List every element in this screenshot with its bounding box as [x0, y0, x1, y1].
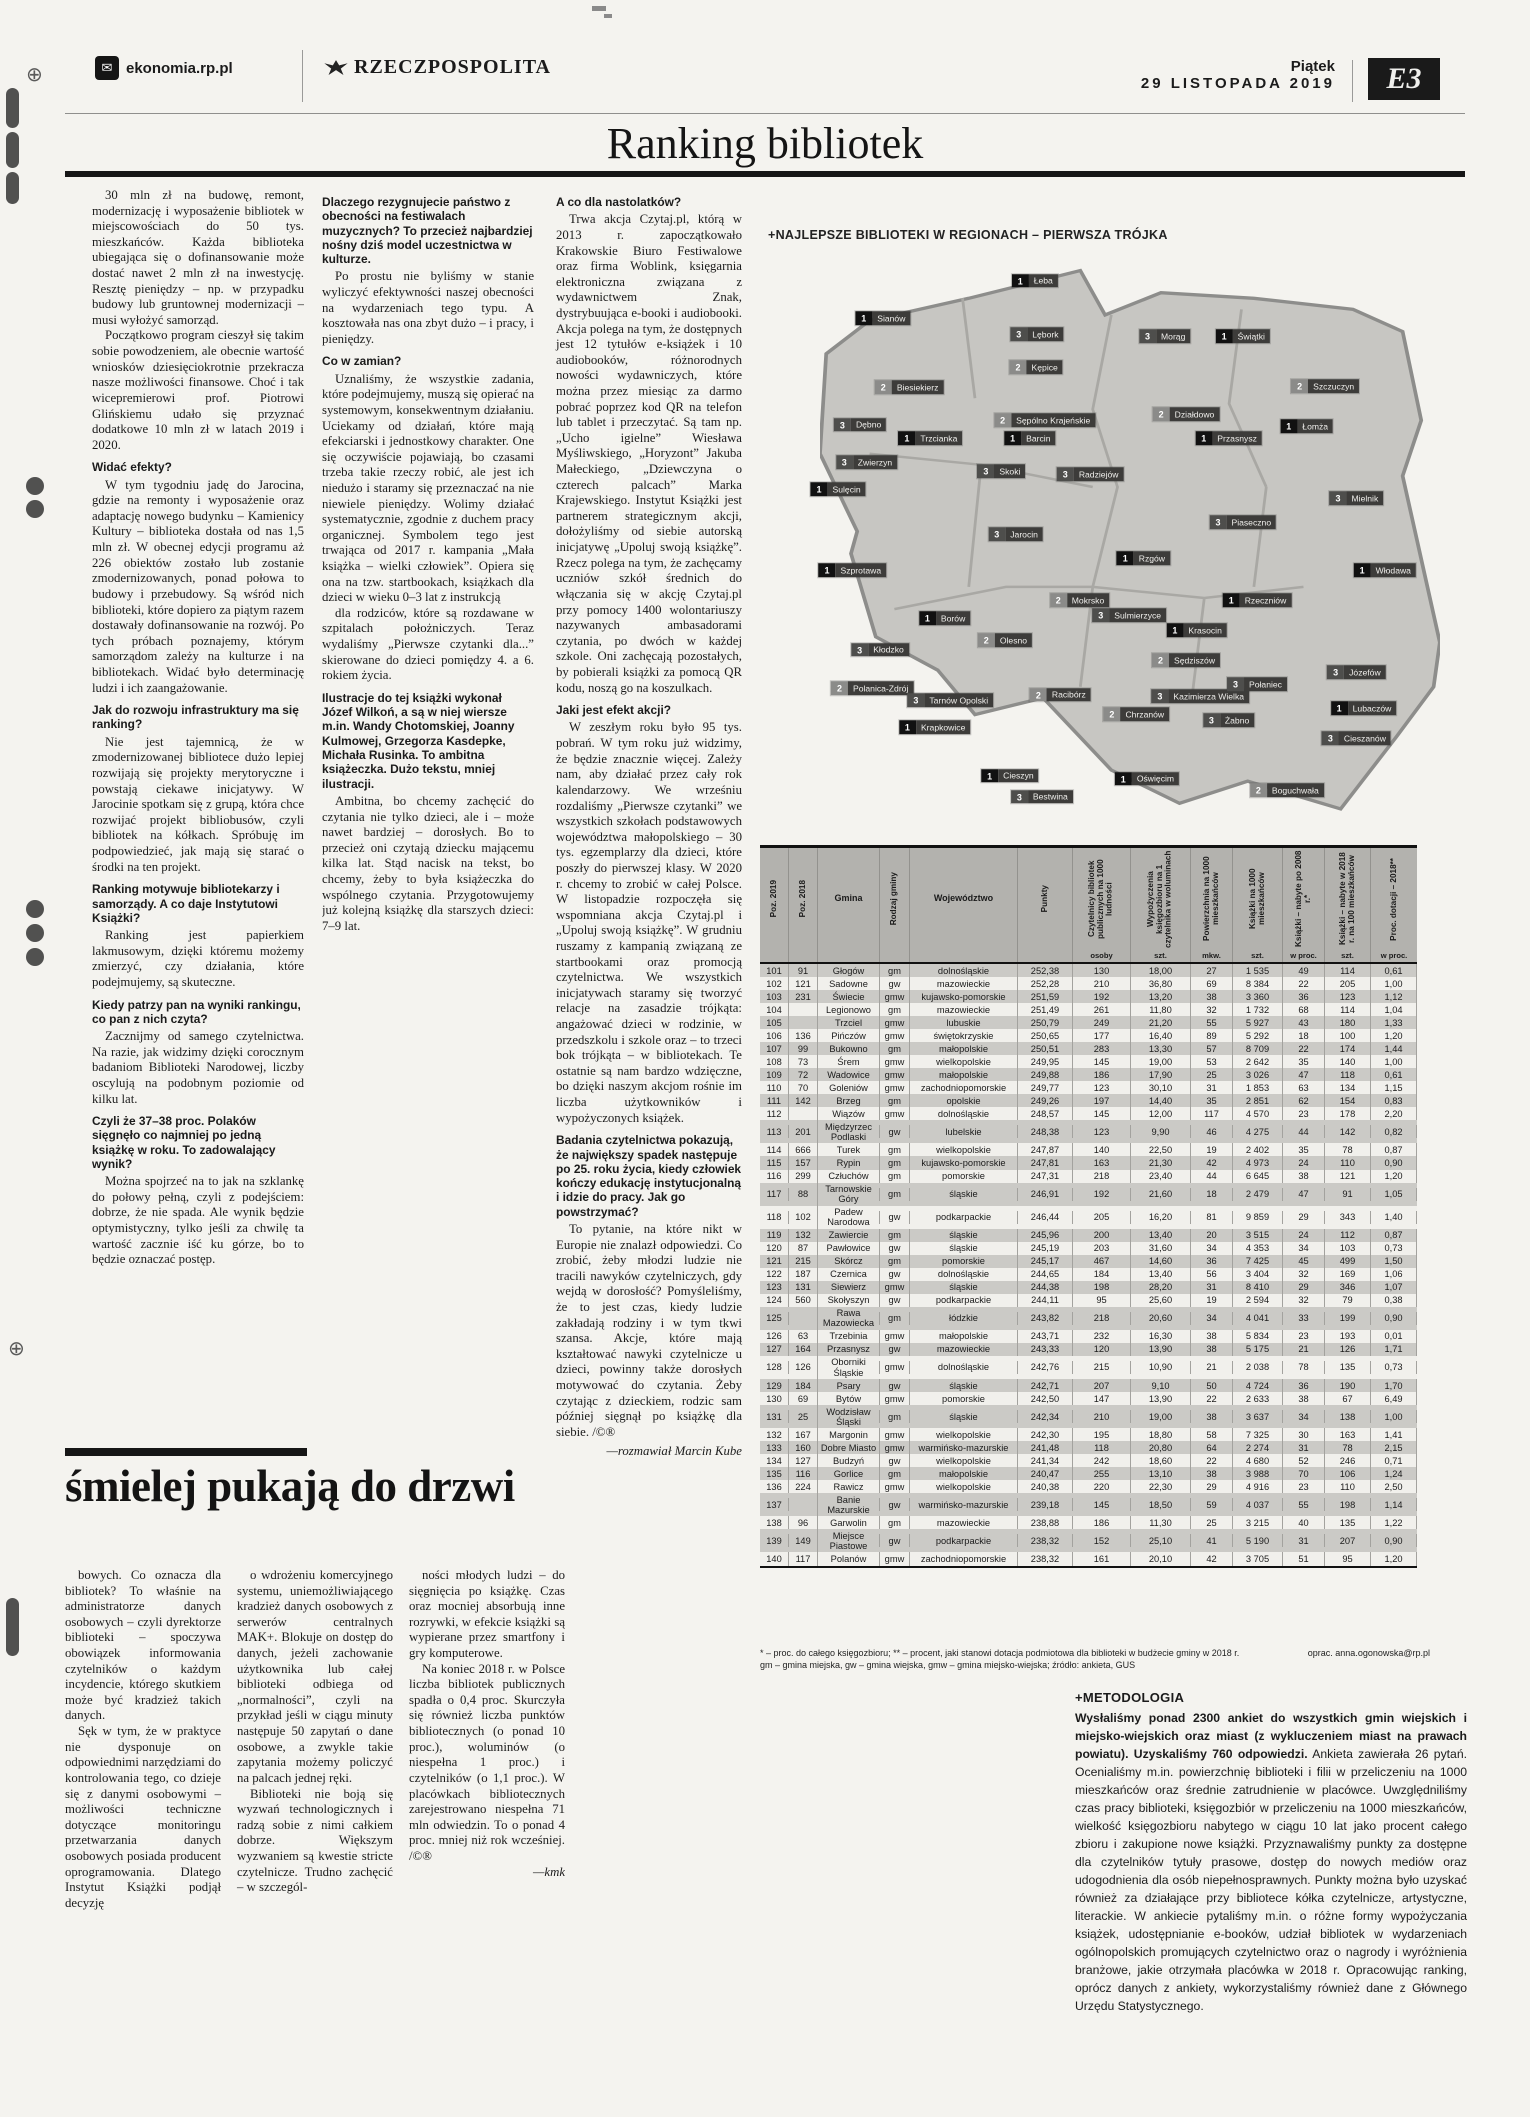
- map-marker: [994, 413, 1095, 427]
- page-number-badge: E3: [1368, 58, 1440, 100]
- city-label: Połaniec: [1244, 677, 1287, 691]
- city-label: Trzcianka: [915, 431, 962, 445]
- rank-badge: 3: [1227, 677, 1244, 691]
- city-label: Łeba: [1029, 274, 1058, 288]
- rank-badge: 2: [1250, 783, 1267, 797]
- article2-rule: [65, 1448, 307, 1456]
- map-marker: [855, 311, 910, 325]
- rank-badge: 2: [1010, 360, 1027, 374]
- table-row: 124 560 Skołyszyn gw podkarpackie 244,11 95 25,60 19 2 594 32 79 0,38: [760, 1294, 1417, 1307]
- city-label: Żabno: [1220, 713, 1254, 727]
- table-row: 126 63 Trzebinia gmw małopolskie 243,71 232 16,30 38 5 834 23 193 0,01: [760, 1330, 1417, 1343]
- article-paragraph: W tym tygodniu jadę do Jarocina, gdzie na remonty i wyposażenie oraz adaptację nowego budynku – Kamienicy Kultury – biblioteka dostała od nas 1,5 mln zł. W obecnej edycji programu aż 226 obiektów zostało lub zostanie zmodernizowanych, ponad połowa to budowy i przebudowy. Są wśród nich biblioteki, które dopiero za piątym razem dostawały dofinansowanie na rozwój. Po tych próbach poznajemy, którym samorządom zależy na kulturze i na bibliotekach. Widać było determinację ludzi i ich zaangażowanie.: [92, 477, 304, 695]
- map-marker: [1050, 593, 1109, 607]
- table-row: 122 187 Czernica gw dolnośląskie 244,65 184 13,40 56 3 404 32 169 1,06: [760, 1268, 1417, 1281]
- city-label: Biesiekierz: [892, 380, 944, 394]
- scan-ink-dot: [26, 900, 44, 918]
- article-paragraph: Jak do rozwoju infrastruktury ma się ranking?: [92, 703, 299, 732]
- city-label: Morąg: [1156, 329, 1190, 343]
- rank-badge: 1: [919, 611, 936, 625]
- city-label: Kłodzko: [868, 643, 909, 657]
- map-marker: [977, 464, 1025, 478]
- registration-mark: ⊕: [8, 1336, 25, 1360]
- map-title: +NAJLEPSZE BIBLIOTEKI W REGIONACH – PIERWSZA TRÓJKA: [768, 228, 1168, 242]
- methodology-body: Ankieta zawierała 26 pytań. Ocenialiśmy m.in. powierzchnię biblioteki i filii w przeliczeniu na 1000 mieszkańców oraz średnie zatrudnienie w placówce. Uwzględniliśmy czas pracy biblioteki, księgozbiór w przeliczeniu na 1000 mieszkańców, wielkość księgozbioru nabytego w ciągu 10 lat jako procent całego zbioru i zakupione nowe książki. Przyznawaliśmy punkty za dostępne dla czytelników tytuły prasowe, dostęp do nowych mediów oraz udogodnienia dla osób niepełnosprawnych. Punkty można było uzyskać również za działające przy bibliotece kółka czytelnicze, artystyczne, literackie. W ankiecie pytaliśmy m.in. o różne formy wypożyczania książek, udostępnianie e-booków, udział bibliotek w wydarzeniach ogólnopolskich promujących czytelnictwo oraz o nagrody i wyróżnienia branżowe, jakie otrzymała placówka w 2018 r. Opracowując ranking, oprócz danych z ankiety, wykorzystaliśmy również dane z Głównego Urzędu Statystycznego.: [1075, 1747, 1467, 2013]
- table-row: 105 Trzciel gmw lubuskie 250,79 249 21,20 55 5 927 43 180 1,33: [760, 1016, 1417, 1029]
- table-row: 131 25 Wodzisław Śląski gm śląskie 242,34 210 19,00 38 3 637 34 138 1,00: [760, 1405, 1417, 1428]
- city-label: Przasnysz: [1212, 431, 1262, 445]
- city-label: Krapkowice: [916, 720, 970, 734]
- map-marker: [1092, 608, 1166, 622]
- map-marker: [1115, 772, 1179, 786]
- map-marker: [1291, 380, 1359, 394]
- table-row: 129 184 Psary gw śląskie 242,71 207 9,10 50 4 724 36 190 1,70: [760, 1379, 1417, 1392]
- city-label: Sulęcin: [828, 482, 866, 496]
- interview-column-3: [556, 188, 742, 1459]
- map-marker: [1152, 653, 1220, 667]
- city-label: Sianów: [872, 311, 910, 325]
- scan-ink-dot: [26, 477, 44, 495]
- city-label: Józefów: [1344, 665, 1386, 679]
- masthead-name: RZECZPOSPOLITA: [354, 56, 551, 78]
- table-row: 115 157 Rypin gm kujawsko-pomorskie 247,81 163 21,30 42 4 973 24 110 0,90: [760, 1156, 1417, 1169]
- rank-badge: 1: [1115, 772, 1132, 786]
- map-marker: [907, 693, 993, 707]
- methodology-box: [1075, 1690, 1467, 2015]
- scan-ink-mark: [6, 172, 19, 204]
- city-label: Kępice: [1027, 360, 1063, 374]
- column-header: Wypożyczenia księgozbioru na 1 czytelnika w woluminach: [1130, 848, 1190, 950]
- article-paragraph: Ilustracje do tej książki wykonał Józef Wilkoń, a są w niej wiersze m.in. Wandy Chotomskiej, Joanny Kulmowej, Grzegorza Kasdepke, Michała Rusinka. To ambitna książeczka. Dużo tekstu, mniej ilustracji.: [322, 690, 515, 791]
- article2-columns: [65, 1568, 565, 2086]
- city-label: Cieszanów: [1339, 731, 1391, 745]
- table-row: 123 131 Siewierz gmw śląskie 244,38 198 28,20 31 8 410 29 346 1,07: [760, 1281, 1417, 1294]
- interview-column-2: [322, 188, 534, 1445]
- rank-badge: 3: [1203, 713, 1220, 727]
- city-label: Sędziszów: [1169, 653, 1220, 667]
- article-paragraph: Kiedy patrzy pan na wyniki rankingu, co pan z nich czyta?: [92, 997, 301, 1026]
- city-label: Olesno: [995, 633, 1032, 647]
- table-units-row: osoby szt. mkw. szt. w proc. szt. w proc.: [760, 950, 1417, 964]
- rank-badge: 2: [1103, 707, 1120, 721]
- map-marker: [1010, 327, 1063, 341]
- table-row: 139 149 Miejsce Piastowe gw podkarpackie 238,32 152 25,10 41 5 190 31 207 0,90: [760, 1529, 1417, 1552]
- article-paragraph: Można spojrzeć na to jak na szklankę do połowy pełną, czyli z podejściem: dobrze, że nie spada. Ale wynik będzie optymistyczny, tylko jeśli za chwilę ta wartość zacznie iść ku górze, bo to będzie oznaczać postęp.: [92, 1174, 304, 1267]
- article-paragraph: Uznaliśmy, że wszystkie zadania, które podejmujemy, muszą się opierać na systemowym, konsekwentnym działaniu. Uciekamy od działań, które mają efekciarski i jednostkowy charakter. One się oczywiście pojawiają, bo czasami trzeba takie rzeczy robić, ale jest ich niedużo i staramy się przeznaczać na nie niewiele pieniędzy. Wolimy działać systematycznie, zgodnie z duchem pracy organicznej. Symbolem tego jest trwająca od 2017 r. kampania „Mała książka – wielki człowiek”. Opiera się ona na tzw. startbookach, książkach dla dzieci w wieku 0–3 lat z instrukcją: [322, 371, 534, 605]
- map-marker: [831, 681, 913, 695]
- article-paragraph: Badania czytelnictwa pokazują, że największy spadek następuje po 25. roku życia, kiedy człowiek kończy edukację instytucjonalną i idzie do pracy. Jak go powstrzymać?: [556, 1133, 742, 1219]
- map-marker: [1195, 431, 1262, 445]
- city-label: Radziejów: [1074, 467, 1124, 481]
- article2-headline: śmielej pukają do drzwi: [65, 1461, 515, 1511]
- table-row: 101 91 Głogów gm dolnośląskie 252,38 130 18,00 27 1 535 49 114 0,61: [760, 964, 1417, 977]
- rank-badge: 1: [1331, 701, 1348, 715]
- article-paragraph: Sęk w tym, że w praktyce nie dysponuje on odpowiednimi narzędziami do kontrolowania tego, co dzieje się z danymi osobowymi – możliwości techniczne dotyczące monitoringu przetwarzania danych osobowych posiada producent oprogramowania. Dlatego Instytut Książki podjął decyzję: [65, 1724, 221, 1910]
- page-title: Ranking bibliotek: [606, 119, 924, 168]
- map-marker: [1011, 790, 1073, 804]
- masthead: [65, 48, 1465, 112]
- rank-badge: 3: [1010, 327, 1027, 341]
- map-marker: [899, 720, 970, 734]
- table-row: 110 70 Goleniów gmw zachodniopomorskie 249,77 123 30,10 31 1 853 63 134 1,15: [760, 1081, 1417, 1094]
- city-label: Barcin: [1021, 431, 1055, 445]
- article-paragraph: Dlaczego rezygnujecie państwo z obecności na festiwalach muzycznych? To przecież najbardziej nośny dziś model uczestnictwa w kulturze.: [322, 195, 533, 267]
- rank-badge: 1: [981, 769, 998, 783]
- map-marker: [1327, 665, 1386, 679]
- column-header: Książki na 1000 mieszkańców: [1232, 848, 1282, 950]
- city-label: Włodawa: [1371, 563, 1416, 577]
- map-marker: [898, 431, 962, 445]
- scan-ink-dot: [26, 948, 44, 966]
- map-marker: [1151, 689, 1249, 703]
- article-paragraph: ności młodych ludzi – do sięgnięcia po książkę. Czas oraz mocniej absorbują inne rozrywki, w efekcie książki są wypierane przez smartfony i gry komputerowe.: [409, 1568, 565, 1661]
- article-paragraph: To pytanie, na które nikt w Europie nie znalazł odpowiedzi. Co zrobić, żeby młodzi ludzie nie tracili nawyków czytelniczych, gdy wejdą w dorosłość? Pomyśleliśmy, że to jest czas, kiedy ludzie zakładają rodziny i w tym tkwi szansa. Akcje, które mają kształtować nawyki czytelnicze u dzieci, powinny także dorosłych motywować do czytania. Żeby czytając z dzieckiem, rodzic sam później sięgnął po książkę dla siebie. /©®: [556, 1221, 742, 1439]
- rank-badge: 1: [1012, 274, 1029, 288]
- article-paragraph: Jaki jest efekt akcji?: [556, 703, 672, 718]
- article-paragraph: dla rodziców, które są rozdawane w szpitalach położniczych. Teraz wydaliśmy „Pierwsze czytanki dla...” skierowane do dzieci pomiędzy 4. a 6. rokiem życia.: [322, 605, 534, 683]
- divider: [302, 50, 303, 102]
- registration-mark: ⊕: [26, 62, 43, 86]
- map-marker: [1227, 677, 1287, 691]
- city-label: Tarnów Opolski: [924, 693, 993, 707]
- map-marker: [851, 643, 909, 657]
- rank-badge: 1: [1195, 431, 1212, 445]
- rank-badge: 3: [1327, 665, 1344, 679]
- footnote-line: * – proc. do całego księgozbioru; ** – procent, jaki stanowi dotacja podmiotowa dla biblioteki w budżecie gminy w 2018 r.: [760, 1648, 1240, 1658]
- title-rule: [65, 171, 1465, 177]
- ranking-table: [760, 845, 1417, 1568]
- table-header: [760, 845, 1417, 950]
- column-header: Książki – nabyte w 2018 r. na 100 mieszkańców: [1324, 848, 1370, 950]
- methodology-title: +METODOLOGIA: [1075, 1690, 1185, 1705]
- rank-badge: 3: [834, 418, 851, 432]
- city-label: Boguchwała: [1267, 783, 1324, 797]
- city-label: Szczuczyn: [1308, 380, 1359, 394]
- interview-column-1: [92, 188, 304, 1445]
- table-row: 104 Legionowo gm mazowieckie 251,49 261 11,80 32 1 732 68 114 1,04: [760, 1003, 1417, 1016]
- table-row: 134 127 Budzyń gw wielkopolskie 241,34 242 18,60 22 4 680 52 246 0,71: [760, 1454, 1417, 1467]
- rank-badge: 2: [831, 681, 848, 695]
- city-label: Jarocin: [1005, 527, 1043, 541]
- map-marker: [1166, 623, 1226, 637]
- article-paragraph: Widać efekty?: [92, 460, 172, 475]
- map-marker: [919, 611, 970, 625]
- scan-ink-dot: [26, 500, 44, 518]
- table-row: 111 142 Brzeg gm opolskie 249,26 197 14,40 35 2 851 62 154 0,83: [760, 1094, 1417, 1107]
- map-marker: [1030, 688, 1091, 702]
- table-row: 113 201 Międzyrzec Podlaski gw lubelskie 248,38 123 9,90 46 4 275 44 142 0,82: [760, 1120, 1417, 1143]
- article-paragraph: A co dla nastolatków?: [556, 195, 682, 209]
- table-row: 117 88 Tarnowskie Góry gm śląskie 246,91 192 21,60 18 2 479 47 91 1,05: [760, 1183, 1417, 1206]
- rank-badge: 3: [851, 643, 868, 657]
- article-paragraph: —rozmawiał Marcin Kube: [606, 1443, 742, 1458]
- column-header: Punkty: [1017, 848, 1072, 950]
- table-row: 136 224 Rawicz gmw wielkopolskie 240,38 220 22,30 29 4 916 23 110 2,50: [760, 1480, 1417, 1493]
- article-paragraph: Trwa akcja Czytaj.pl, którą w 2013 r. zapoczątkowało Krakowskie Biuro Festiwalowe oraz firma Woblink, księgarnia elektroniczna związana z wydawnictwem Znak, dystrybuująca e-booki i audiobooki. Akcja polega na tym, że dostępnych jest 12 tytułów e-książek i 10 audiobooków, różnorodnych nowości wydawniczych, które można przez miesiąc za darmo pobrać poprzez kod QR na telefon lub tablet i przeczytać. Są tam np. „Ucho igielne” Wiesława Myśliwskiego, „Horyzont” Jakuba Małeckiego, „Dziewczyna o czterech palcach” Marka Krajewskiego. Instytut Książki jest partnerem strategicznym akcji, dołożyliśmy od siebie autorską inicjatywę „Upoluj swoją książkę”. Rzecz polega na tym, że zachęcamy uczniów szkół średnich do włączania się w akcję Czytaj.pl przy pomocy 1400 wolontariuszy nazywanych ambasadorami czytania, po dwóch w każdej szkole. Oni zachęcają pozostałych, by pobierali książki za pomocą QR kodu, noszą go na koszulkach.: [556, 212, 742, 695]
- rank-badge: 2: [1152, 653, 1169, 667]
- divider: [1352, 60, 1353, 102]
- article-paragraph: Ranking jest papierkiem lakmusowym, dzięki któremu możemy zmierzyć, czy działania, które podejmujemy, są skuteczne.: [92, 928, 304, 989]
- city-label: Świątki: [1233, 329, 1270, 343]
- city-label: Bestwina: [1028, 790, 1073, 804]
- city-label: Dębno: [851, 418, 886, 432]
- table-row: 138 96 Garwolin gm mazowieckie 238,88 186 11,30 25 3 215 40 135 1,22: [760, 1516, 1417, 1529]
- column-header: Poz. 2018: [788, 848, 817, 950]
- rank-badge: 1: [855, 311, 872, 325]
- table-row: 140 117 Polanów gmw zachodniopomorskie 238,32 161 20,10 42 3 705 51 95 1,20: [760, 1552, 1417, 1565]
- rank-badge: 3: [988, 527, 1005, 541]
- table-row: 109 72 Wadowice gmw małopolskie 249,88 186 17,90 25 3 026 47 118 0,61: [760, 1068, 1417, 1081]
- table-row: 114 666 Turek gm wielkopolskie 247,87 140 22,50 19 2 402 35 78 0,87: [760, 1143, 1417, 1156]
- table-row: 137 Banie Mazurskie gw warmińsko-mazurskie 239,18 145 18,50 59 4 037 55 198 1,14: [760, 1493, 1417, 1516]
- date-block: [1141, 58, 1335, 92]
- table-row: 103 231 Świecie gmw kujawsko-pomorskie 251,59 192 13,20 38 3 360 36 123 1,12: [760, 990, 1417, 1003]
- table-row: 118 102 Padew Narodowa gw podkarpackie 246,44 205 16,20 81 9 859 29 343 1,40: [760, 1206, 1417, 1229]
- column-header: Powierzchnia na 1000 mieszkańców: [1190, 848, 1232, 950]
- city-label: Piaseczno: [1226, 515, 1276, 529]
- column-header: Poz. 2019: [768, 880, 778, 918]
- table-row: 132 167 Margonin gmw wielkopolskie 242,30 195 18,80 58 7 325 30 163 1,41: [760, 1428, 1417, 1441]
- table-row: 107 99 Bukowno gm małopolskie 250,51 283 13,30 57 8 709 22 174 1,44: [760, 1042, 1417, 1055]
- city-label: Oświęcim: [1132, 772, 1179, 786]
- rank-badge: 1: [1354, 563, 1371, 577]
- table-row: 108 73 Śrem gmw wielkopolskie 249,95 145 19,00 53 2 642 35 140 1,00: [760, 1055, 1417, 1068]
- map-marker: [1139, 329, 1190, 343]
- rank-badge: 2: [1153, 407, 1170, 421]
- article-paragraph: Biblioteki nie boją się wyzwań technologicznych i radzą sobie z nimi całkiem dobrze. Większym wyzwaniem są kwestie stricte czytelnicze. Trudno zachęcić – w szczegól-: [237, 1786, 393, 1895]
- date: 29 LISTOPADA 2019: [1140, 75, 1335, 92]
- rank-badge: 2: [875, 380, 892, 394]
- rank-badge: 1: [818, 563, 835, 577]
- table-row: 120 87 Pawłowice gw śląskie 245,19 203 31,60 34 4 353 34 103 0,73: [760, 1242, 1417, 1255]
- map-marker: [1057, 467, 1124, 481]
- scan-speck: [604, 14, 612, 18]
- city-label: Mielnik: [1347, 491, 1384, 505]
- table-row: 128 126 Oborniki Śląskie gmw dolnośląskie 242,76 215 10,90 21 2 038 78 135 0,73: [760, 1356, 1417, 1379]
- map-marker: [1330, 491, 1384, 505]
- article-paragraph: 30 mln zł na budowę, remont, modernizację i wyposażenie bibliotek w miejscowościach do 50 tys. mieszkańców. Każda biblioteka ubiegająca się o dofinansowanie może dostać nawet 2 mln zł na inwestycję. Resztę pieniędzy – np. w przypadku budowy lub gruntownej modernizacji – musi wyłożyć samorząd.: [92, 188, 304, 327]
- article-paragraph: —kmk: [533, 1864, 565, 1879]
- city-label: Rzeczniów: [1240, 593, 1292, 607]
- city-label: Skoki: [994, 464, 1025, 478]
- article-paragraph: Co w zamian?: [322, 354, 402, 369]
- rank-badge: 1: [1280, 419, 1297, 433]
- map-marker: [875, 380, 944, 394]
- rank-badge: 3: [1011, 790, 1028, 804]
- article-paragraph: Czyli że 37–38 proc. Polaków sięgnęło co najmniej po jedną książkę w roku. To zadowalający wynik?: [92, 1114, 276, 1171]
- table-row: 121 215 Skórcz gm pomorskie 245,17 467 14,60 36 7 425 45 499 1,50: [760, 1255, 1417, 1268]
- article-paragraph: W zeszłym roku było 95 tys. pobrań. W tym roku już widzimy, że będzie znacznie więcej. Zależy nam, aby działać przez cały rok kalendarzowy. We wrześniu rozdaliśmy „Pierwsze czytanki” we wszystkich szkołach podstawowych województwa małopolskiego – 30 tys. egzemplarzy dla dzieci, które poszły do pierwszej klasy. W 2020 r. chcemy to zrobić w całej Polsce. W listopadzie rozpoczęła się wspomniana akcja Czytaj.pl i „Upoluj swoją książkę”. W grudniu ruszamy z kampanią związaną ze startbookami oraz promocją czytelnictwa. We wszystkich inicjatywach staramy się tworzyć relacje na zasadzie trójkąta: angażować dzieci w rodzinie, w przedszkolu i szkole oraz – to trzeci bok trójkąta – w bibliotekach. Te ostatnie są nam bardzo wdzięczne, bo dzięki naszym akcjom rośnie im liczba użytkowników i wypożyczonych książek.: [556, 720, 742, 1125]
- rank-badge: 3: [907, 693, 924, 707]
- rank-badge: 3: [1330, 491, 1347, 505]
- rank-badge: 1: [811, 482, 828, 496]
- rank-badge: 1: [1216, 329, 1233, 343]
- map-marker: [1223, 593, 1292, 607]
- article-paragraph: Nie jest tajemnicą, że w zmodernizowanej bibliotece dużo lepiej rozwijają się projekty merytoryczne i powstają ciekawe inicjatywy. W Jarocinie spotkam się z grupą, która chce rozwijać projekt bibliobusów, czyli bibliotek na kółkach. Spróbuję im podpowiedzieć, jak mają się starać o środki na ten projekt.: [92, 734, 304, 874]
- rank-badge: 1: [1004, 431, 1021, 445]
- map-marker: [978, 633, 1032, 647]
- site-name: ekonomia.rp.pl: [126, 59, 233, 77]
- city-label: Racibórz: [1047, 688, 1091, 702]
- article-paragraph: bowych. Co oznacza dla bibliotek? To właśnie na administratorze danych osobowych – czyli dyrektorze biblioteki – spoczywa obowiązek informowania czytelników o każdym incydencie, którego skutkiem może być kradzież takich danych.: [65, 1568, 221, 1723]
- map-marker: [988, 527, 1043, 541]
- table-row: 106 136 Pińczów gmw świętokrzyskie 250,65 177 16,40 89 5 292 18 100 1,20: [760, 1029, 1417, 1042]
- article-paragraph: Po prostu nie byliśmy w stanie wyliczyć efektywności naszej obecności na wydarzeniach tego typu. A kosztowała nas ona zbyt dużo – i pracy, i pieniędzy.: [322, 269, 534, 346]
- map-marker: [1250, 783, 1324, 797]
- map-marker: [1010, 360, 1063, 374]
- map-marker: [1004, 431, 1055, 445]
- rank-badge: 2: [994, 413, 1011, 427]
- table-row: 133 160 Dobre Miasto gmw warmińsko-mazurskie 241,48 118 20,80 64 2 274 31 78 2,15: [760, 1441, 1417, 1454]
- rank-badge: 3: [1322, 731, 1339, 745]
- weekday: Piątek: [1290, 58, 1335, 75]
- city-label: Cieszyn: [998, 769, 1039, 783]
- table-row: 127 164 Przasnysz gw mazowieckie 243,33 120 13,90 38 5 175 21 126 1,71: [760, 1343, 1417, 1356]
- scan-ink-mark: [6, 88, 19, 128]
- map-marker: [1203, 713, 1254, 727]
- column-header: Czytelnicy bibliotek publicznych na 1000 ludności: [1072, 848, 1130, 950]
- article-paragraph: Początkowo program cieszył się takim sobie powodzeniem, ale obecnie wartość wniosków dziesięciokrotnie przekracza nasze możliwości finansowe. Choć i tak wicepremierowi prof. Piotrowi Glińskiemu udało się przyznać dodatkowe 10 mln zł w latach 2019 i 2020.: [92, 328, 304, 452]
- city-label: Lębork: [1027, 327, 1063, 341]
- scan-ink-mark: [6, 132, 19, 168]
- rank-badge: 3: [1139, 329, 1156, 343]
- rank-badge: 2: [1030, 688, 1047, 702]
- rank-badge: 1: [898, 431, 915, 445]
- table-row: 125 Rawa Mazowiecka gm łódzkie 243,82 218 20,60 34 4 041 33 199 0,90: [760, 1307, 1417, 1330]
- city-label: Mokrsko: [1067, 593, 1109, 607]
- poland-map: [760, 228, 1470, 840]
- map-marker: [1280, 419, 1333, 433]
- map-marker: [1209, 515, 1276, 529]
- city-label: Krasocin: [1183, 623, 1226, 637]
- article-paragraph: Zacznijmy od samego czytelnictwa. Na razie, jak widzimy dzięki corocznym badaniom Biblioteki Narodowej, liczby oscylują na podobnym poziomie od kilku lat.: [92, 1029, 304, 1106]
- map-marker: [834, 418, 886, 432]
- table-row: 119 132 Zawiercie gm śląskie 245,96 200 13,40 20 3 515 24 112 0,87: [760, 1229, 1417, 1242]
- map-marker: [1331, 701, 1397, 715]
- rank-badge: 3: [1057, 467, 1074, 481]
- table-row: 102 121 Sadowne gw mazowieckie 252,28 210 36,80 69 8 384 22 205 1,00: [760, 977, 1417, 990]
- rank-badge: 2: [1050, 593, 1067, 607]
- article-paragraph: Ranking motywuje bibliotekarzy i samorządy. A co daje Instytutowi Książki?: [92, 882, 280, 925]
- footnote-line: gm – gmina miejska, gw – gmina wiejska, gmw – gmina miejsko-wiejska; źródło: ankieta, GUS: [760, 1659, 1136, 1670]
- rank-badge: 1: [899, 720, 916, 734]
- column-header: Gmina: [817, 848, 879, 950]
- scan-ink-mark: [6, 1598, 19, 1656]
- column-header: Województwo: [909, 848, 1017, 950]
- scan-ink-dot: [26, 924, 44, 942]
- credit: oprac. anna.ogonowska@rp.pl: [1307, 1648, 1430, 1658]
- map-marker: [1354, 563, 1416, 577]
- map-marker: [981, 769, 1039, 783]
- rank-badge: 1: [1166, 623, 1183, 637]
- article-paragraph: Ambitna, bo chcemy zachęcić do czytania nie tylko dzieci, ale i – może nawet bardziej – dorosłych. Bo to przecież oni czytają dziecku mającemu kilka lat. Stąd nacisk na tekst, bo chcemy, żeby to była książeczka do wspólnego czytania. Przygotowujemy już kolejną książkę dla starszych dzieci: 7–9 lat.: [322, 793, 534, 933]
- rank-badge: 3: [1092, 608, 1109, 622]
- header-rule: [65, 113, 1465, 114]
- column-header: Proc. dotacji – 2018**: [1370, 848, 1417, 950]
- city-label: Rzgów: [1134, 551, 1170, 565]
- scan-speck: [592, 6, 606, 11]
- eagle-icon: [323, 59, 349, 76]
- city-label: Lubaczów: [1348, 701, 1397, 715]
- column-header: Rodzaj gminy: [879, 848, 909, 950]
- map-marker: [1103, 707, 1169, 721]
- rank-badge: 3: [836, 455, 853, 469]
- rank-badge: 2: [978, 633, 995, 647]
- city-label: Polanica-Zdrój: [848, 681, 913, 695]
- table-row: 116 299 Człuchów gm pomorskie 247,31 218 23,40 44 6 645 38 121 1,20: [760, 1170, 1417, 1183]
- map-marker: [811, 482, 866, 496]
- rzeczpospolita-brand: [323, 56, 551, 79]
- rank-badge: 3: [1209, 515, 1226, 529]
- city-label: Szprotawa: [835, 563, 886, 577]
- article-paragraph: Na koniec 2018 r. w Polsce liczba bibliotek publicznych spadła o 0,4 proc. Skurczyła się również liczba punktów bibliotecznych (o ponad 10 proc.), woluminów (o niespełna 1 proc.) i czytelników (o 1,1 proc.). W placówkach bibliotecznych zarejestrowano niespełna 71 mln odwiedzin. To o ponad 4 proc. mniej niż rok wcześniej. /©®: [409, 1661, 565, 1863]
- city-label: Działdowo: [1170, 407, 1220, 421]
- article-paragraph: o wdrożeniu komercyjnego systemu, uniemożliwiającego kradzież danych osobowych z serwerów centralnych MAK+. Blokuje on dostęp do danych, jeżeli zachowanie użytkownika lub całej biblioteki odbiega od „normalności”, czyli na przykład jeśli w ciągu minuty następuje 50 zapytań o dane osobowe, a zwykle takie zapytania możemy policzyć na palcach jednej ręki.: [237, 1568, 393, 1785]
- map-marker: [836, 455, 897, 469]
- city-label: Kazimierza Wielka: [1168, 689, 1249, 703]
- ekonomia-brand: [95, 56, 233, 80]
- city-label: Zwierzyn: [853, 455, 897, 469]
- city-label: Sępólno Krajeńskie: [1011, 413, 1095, 427]
- table-row: 135 116 Gorlice gm małopolskie 240,47 255 13,10 38 3 988 70 106 1,24: [760, 1467, 1417, 1480]
- city-label: Łomża: [1297, 419, 1333, 433]
- map-marker: [1117, 551, 1170, 565]
- map-marker: [1012, 274, 1058, 288]
- rank-badge: 3: [977, 464, 994, 478]
- ekonomia-logo-icon: ✉: [95, 56, 119, 80]
- map-marker: [1153, 407, 1220, 421]
- column-header: Książki – nabyte po 2008 r.*: [1282, 848, 1324, 950]
- city-label: Chrzanów: [1120, 707, 1169, 721]
- city-label: Sulmierzyce: [1109, 608, 1166, 622]
- rank-badge: 1: [1117, 551, 1134, 565]
- map-marker: [1322, 731, 1391, 745]
- table-row: 112 Wiązów gmw dolnośląskie 248,57 145 12,00 117 4 570 23 178 2,20: [760, 1107, 1417, 1120]
- methodology-lead: Wysłaliśmy ponad 2300 ankiet do wszystkich gmin wiejskich i miejsko-wiejskich oraz miast (z wykluczeniem miast na prawach powiatu). Uzyskaliśmy 760 odpowiedzi.: [1075, 1711, 1467, 1761]
- map-marker: [818, 563, 886, 577]
- city-label: Borów: [936, 611, 970, 625]
- rank-badge: 1: [1223, 593, 1240, 607]
- map-marker: [1216, 329, 1270, 343]
- rank-badge: 2: [1291, 380, 1308, 394]
- table-footnote: [760, 1648, 1430, 1671]
- table-body: [760, 964, 1417, 1568]
- table-row: 130 69 Bytów gmw pomorskie 242,50 147 13,90 22 2 633 38 67 6,49: [760, 1392, 1417, 1405]
- rank-badge: 3: [1151, 689, 1168, 703]
